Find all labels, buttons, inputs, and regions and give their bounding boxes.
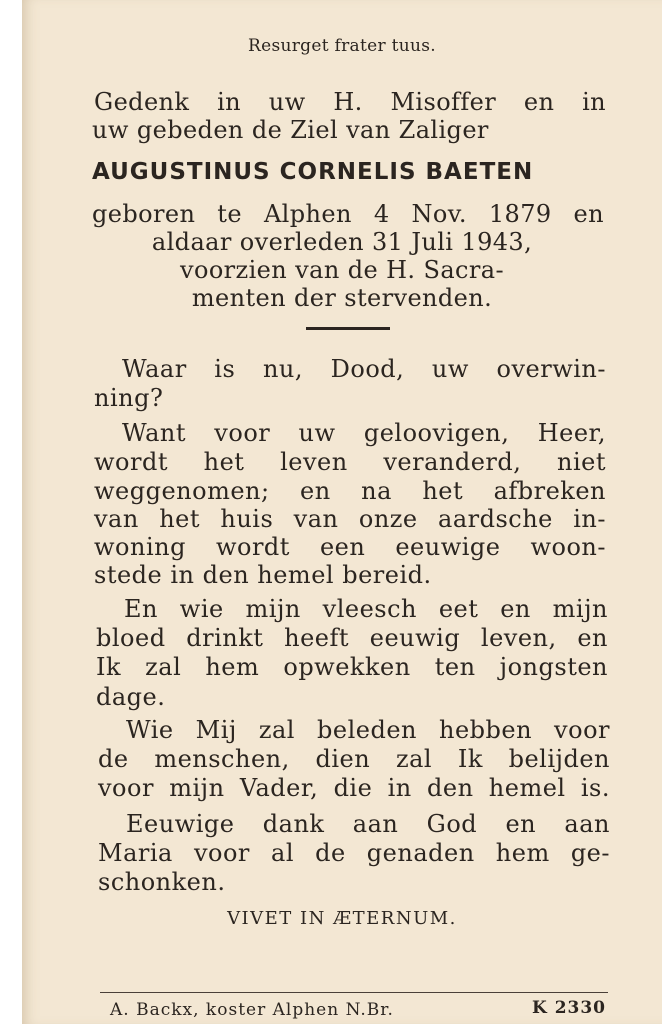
footer-rule xyxy=(100,992,608,993)
verse-line: stede in den hemel bereid. xyxy=(94,561,432,589)
verse-line: weggenomen; en na het afbreken xyxy=(94,477,606,505)
verse-line: bloed drinkt heeft eeuwig leven, en xyxy=(96,624,608,652)
verse-line: Want voor uw geloovigen, Heer, xyxy=(122,419,606,447)
verse-line: Waar is nu, Dood, uw overwin- xyxy=(122,355,606,383)
life-line-3: voorzien van de H. Sacra- xyxy=(180,256,504,284)
life-line-2: aldaar overleden 31 Juli 1943, xyxy=(151,228,533,256)
verse-line: voor mijn Vader, die in den hemel is. xyxy=(98,774,610,802)
verse-line: de menschen, dien zal Ik belijden xyxy=(98,745,610,773)
life-line-1: geboren te Alphen 4 Nov. 1879 en xyxy=(92,200,604,228)
verse-line: En wie mijn vleesch eet en mijn xyxy=(124,595,608,623)
card-code: K 2330 xyxy=(532,998,607,1018)
motto: Resurget frater tuus. xyxy=(248,36,436,56)
memorial-card xyxy=(22,0,662,1024)
verse-line: schonken. xyxy=(98,868,226,896)
life-line-4: menten der stervenden. xyxy=(191,284,493,312)
closing-motto: VIVET IN ÆTERNUM. xyxy=(227,908,457,929)
deceased-name: AUGUSTINUS CORNELIS BAETEN xyxy=(92,159,534,185)
printer-credit: A. Backx, koster Alphen N.Br. xyxy=(110,1000,394,1020)
verse-line: wordt het leven veranderd, niet xyxy=(94,448,606,476)
divider-rule xyxy=(306,327,390,330)
intro-line-1: Gedenk in uw H. Misoffer en in xyxy=(94,88,606,116)
intro-line-2: uw gebeden de Ziel van Zaliger xyxy=(92,116,489,144)
verse-line: dage. xyxy=(96,683,166,711)
verse-line: Wie Mij zal beleden hebben voor xyxy=(126,716,610,744)
verse-line: Maria voor al de genaden hem ge- xyxy=(98,839,610,867)
verse-line: van het huis van onze aardsche in- xyxy=(94,505,606,533)
verse-line: Ik zal hem opwekken ten jongsten xyxy=(96,653,608,681)
verse-line: ning? xyxy=(94,384,164,412)
verse-line: Eeuwige dank aan God en aan xyxy=(126,810,610,838)
scan-margin xyxy=(0,0,22,1024)
verse-line: woning wordt een eeuwige woon- xyxy=(94,533,606,561)
